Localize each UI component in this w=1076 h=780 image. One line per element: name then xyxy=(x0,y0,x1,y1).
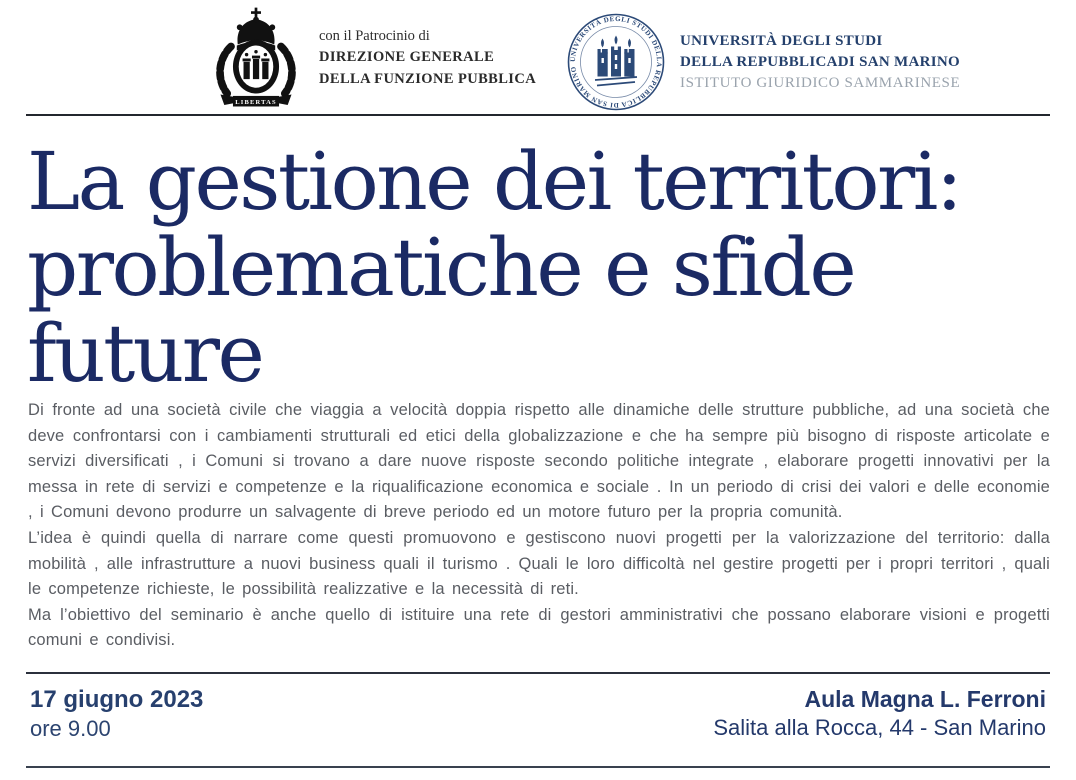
title-line-2: problematiche e sfide xyxy=(27,221,855,314)
description-paragraph-3: Ma l’obiettivo del seminario è anche quello di istituire una rete di gestori amministrativi che possano elaborare visioni e progetti comuni e condivisi. xyxy=(28,605,1050,650)
university-block xyxy=(566,12,960,112)
patronage-office-line2: DELLA FUNZIONE PUBBLICA xyxy=(319,70,537,87)
university-name-line2: DELLA REPUBBLICADI SAN MARINO xyxy=(680,53,960,70)
event-date: 17 giugno 2023 xyxy=(30,686,204,713)
seal-circular-text: UNIVERSITÀ DEGLI STUDI DELLA REPUBBLICA DI SAN MARINO xyxy=(568,14,664,110)
event-datetime xyxy=(30,686,203,742)
patronage-block xyxy=(208,6,536,110)
header xyxy=(0,0,1076,115)
title-line-1: La gestione dei territori: xyxy=(27,135,961,228)
event-address: Salita alla Rocca, 44 - San Marino xyxy=(713,714,1046,740)
patronage-intro: con il Patrocinio di xyxy=(319,28,430,45)
description-paragraph-1: Di fronte ad una società civile che viaggia a velocità doppia rispetto alle dinamiche delle strutture pubbliche, ad una società che deve confrontarsi con i cambiamenti strutturali ed etici della globalizzazione e che ha sempre più bisogno di risposte articolate e servizi diversificati , i Comuni si trovano a dare nuove risposte secondo politiche integrate , elaborare progetti innovativi per la messa in rete di servizi e competenze e la riqualificazione economica e sociale . In un periodo di crisi dei valori e delle economie , i Comuni devono produrre un salvagente di breve periodo ed un motore futuro per la propria comunità. xyxy=(28,401,1050,522)
libertas-banner-text: LIBERTAS xyxy=(235,99,277,107)
description xyxy=(28,398,1050,654)
description-paragraph-2: L’idea è quindi quella di narrare come questi promuovono e gestiscono nuovi progetti per la valorizzazione del territorio: dalla mobilità , alle infrastrutture a nuovi business quali il turismo . Quali le loro difficoltà nel gestire progetti per i propri territori , quali le competenze richieste, le possibilità realizzative e la necessità di reti. xyxy=(28,528,1050,599)
university-name-line1: UNIVERSITÀ DEGLI STUDI xyxy=(680,32,883,49)
san-marino-coat-of-arms-icon xyxy=(208,6,304,110)
title-line-3: future xyxy=(27,307,263,400)
footer-divider-bottom xyxy=(26,766,1050,768)
patronage-office-line1: DIREZIONE GENERALE xyxy=(319,49,495,66)
institute-name: ISTITUTO GIURIDICO SAMMARINESE xyxy=(680,74,961,91)
university-seal-icon xyxy=(566,12,666,112)
header-divider xyxy=(26,114,1050,116)
page-title xyxy=(27,135,1051,400)
university-text xyxy=(680,31,960,94)
event-location xyxy=(713,686,1046,742)
event-venue: Aula Magna L. Ferroni xyxy=(804,686,1046,712)
event-time: ore 9.00 xyxy=(30,715,111,741)
footer-divider-top xyxy=(26,672,1050,674)
patronage-text xyxy=(319,26,536,89)
